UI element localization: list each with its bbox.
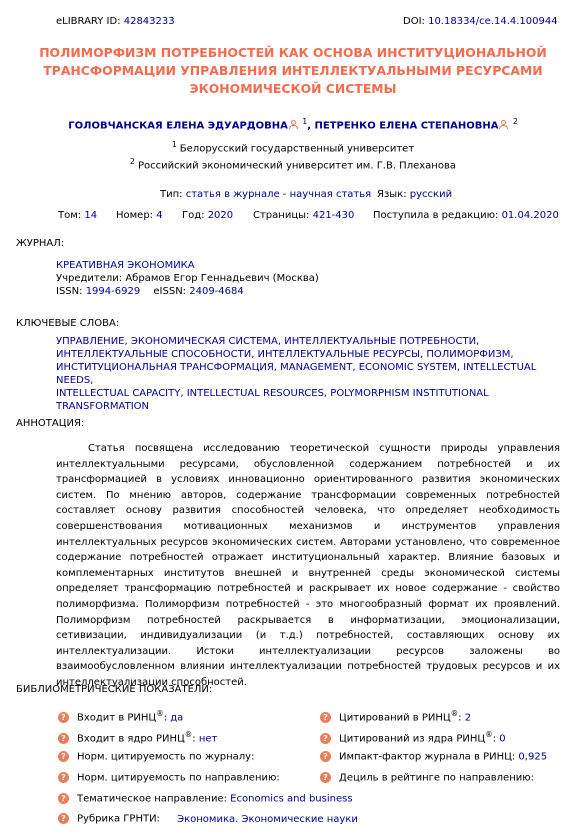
bm-value: 0,925 [518, 751, 548, 763]
number-link[interactable]: 4 [156, 210, 163, 221]
person-icon[interactable] [289, 120, 299, 129]
thematic-direction [58, 793, 353, 805]
bm-label: Норм. цитируемость по направлению: [77, 772, 280, 784]
bibliometric-item [320, 751, 547, 763]
keywords-section-label: КЛЮЧЕВЫЕ СЛОВА: [16, 318, 120, 329]
question-icon[interactable]: ? [58, 793, 69, 804]
keywords-list [56, 335, 566, 413]
question-icon[interactable]: ? [58, 733, 69, 744]
question-icon[interactable]: ? [58, 772, 69, 783]
question-icon[interactable]: ? [58, 751, 69, 762]
bibliometric-item [320, 772, 534, 784]
bm-label: Норм. цитируемость по журналу: [77, 751, 255, 763]
bm-label: Дециль в рейтинге по направлению: [339, 772, 535, 784]
affiliation-name: Российский экономический университет им. Г.В. Плеханова [137, 160, 456, 172]
journal-section-label: ЖУРНАЛ: [16, 238, 65, 249]
affiliation [0, 140, 586, 154]
bm-value: да [170, 712, 184, 724]
article-language [377, 189, 452, 200]
abstract-section-label: АННОТАЦИЯ: [16, 418, 85, 429]
eissn-value: 2409-4684 [189, 286, 244, 297]
author-affil-number: 2 [512, 117, 518, 126]
journal-name-link[interactable]: КРЕАТИВНАЯ ЭКОНОМИКА [56, 260, 195, 271]
bibliometric-item [58, 730, 217, 744]
article-title: ПОЛИМОРФИЗМ ПОТРЕБНОСТЕЙ КАК ОСНОВА ИНСТИТУЦИОНАЛЬНОЙ ТРАНСФОРМАЦИИ УПРАВЛЕНИЯ ИНТЕЛЛЕКТУАЛЬНЫМИ РЕСУРСАМИ ЭКОНОМИЧЕСКОЙ СИСТЕМЫ [39, 45, 547, 96]
keyword-line[interactable]: УПРАВЛЕНИЕ, ЭКОНОМИЧЕСКАЯ СИСТЕМА, ИНТЕЛЛЕКТУАЛЬНЫЕ ПОТРЕБНОСТИ, [56, 336, 480, 347]
bm-sep: : [492, 733, 500, 745]
registered-mark: ® [184, 730, 193, 739]
received-date [373, 210, 559, 221]
keyword-line[interactable]: ИНТЕЛЛЕКТУАЛЬНЫЕ СПОСОБНОСТИ, ИНТЕЛЛЕКТУАЛЬНЫЕ РЕСУРСЫ, ПОЛИМОРФИЗМ, [56, 349, 514, 360]
authors-line [0, 117, 586, 131]
founders-label: Учредители: [56, 273, 123, 284]
question-icon[interactable]: ? [320, 751, 331, 762]
keyword-line[interactable]: TRANSFORMATION [56, 401, 149, 412]
bm-value: 0 [499, 733, 506, 745]
grnti-link[interactable]: Экономика. Экономические науки [177, 813, 358, 825]
affiliation [0, 157, 586, 171]
bibliometric-item [58, 751, 254, 763]
thematic-label: Тематическое направление: [77, 793, 227, 805]
question-icon[interactable]: ? [320, 712, 331, 723]
registered-mark: ® [156, 709, 164, 718]
eissn-label: eISSN: [153, 286, 187, 297]
article-type [160, 189, 371, 200]
language-value: русский [409, 189, 453, 200]
thematic-link[interactable]: Economics and business [230, 793, 353, 805]
language-label: Язык: [377, 189, 407, 200]
question-icon[interactable]: ? [320, 733, 331, 744]
bm-sep: : [192, 733, 199, 745]
registered-mark: ® [485, 730, 493, 739]
pages [253, 210, 354, 221]
elibrary-id [56, 16, 175, 27]
type-label: Тип: [160, 189, 183, 200]
issn-label: ISSN: [56, 286, 83, 297]
bm-value-link[interactable]: 2 [464, 712, 472, 724]
elibrary-id-value: 42843233 [123, 16, 175, 27]
number-label: Номер: [116, 210, 154, 221]
received-value: 01.04.2020 [501, 210, 559, 221]
affiliation-number: 2 [130, 157, 135, 166]
bm-label: Цитирований в РИНЦ [339, 712, 451, 724]
bibliometric-item [320, 709, 471, 723]
author-affil-number: 1 [302, 117, 308, 126]
person-icon[interactable] [499, 120, 509, 129]
question-icon[interactable]: ? [58, 813, 69, 824]
author-link[interactable]: ПЕТРЕНКО ЕЛЕНА СТЕПАНОВНА [314, 120, 499, 132]
affiliation-number: 1 [171, 140, 177, 149]
affiliation-name: Белорусский государственный университет [179, 143, 415, 155]
volume-label: Том: [58, 210, 82, 221]
type-value: статья в журнале - научная статья [185, 189, 372, 200]
abstract-text: Статья посвящена исследованию теоретической сущности природы управления интеллектуальными ресурсами, обусловленной содержанием потребностей и их трансформацией в условиях инновационно ориентированного развития экономических систем. По мнению авторов, содержание трансформации современных потребностей составляет основу развития способностей человека, что определяет необходимость совершенствования мотивационных механизмов и инструментов управления интеллектуальных ресурсов экономических систем. Авторами установлено, что современное содержание потребностей отражает институциональный характер. Влияние базовых и комплементарных институтов внешней и внутренней среды экономической системы определяет трансформацию потребностей и раскрывает их новое содержание - свойство полиморфизма. Полиморфизм потребностей - это многообразный формат их проявлений. Полиморфизм потребностей раскрывается в информатизации, эмоционализации, сетивизации, индивидуализации (и т.д.) потребностей, составляющих основу их интеллектуализации. Истоки интеллектуализации ресурсов заложены во взаимообусловленном влиянии интеллектуализации потребностей трудовых ресурсов и их интеллектуализации способностей. [56, 443, 560, 688]
grnti-rubric [58, 813, 358, 825]
question-icon[interactable]: ? [58, 712, 69, 723]
bm-label: Входит в ядро РИНЦ [77, 733, 185, 745]
keyword-line[interactable]: INTELLECTUAL CAPACITY, INTELLECTUAL RESOURCES, POLYMORPHISM INSTITUTIONAL [56, 388, 489, 399]
year-value: 2020 [207, 210, 234, 221]
doi [403, 16, 558, 27]
pages-label: Страницы: [253, 210, 310, 221]
journal-issn [56, 286, 244, 297]
year [182, 210, 233, 221]
doi-label: DOI: [403, 16, 425, 27]
bm-label: Входит в РИНЦ [77, 712, 157, 724]
bm-label: Цитирований из ядра РИНЦ [339, 733, 486, 745]
author-link[interactable]: ГОЛОВЧАНСКАЯ ЕЛЕНА ЭДУАРДОВНА [68, 120, 288, 132]
bibliometric-item [58, 709, 183, 723]
issn-value: 1994-6929 [85, 286, 141, 297]
bm-value: нет [198, 733, 218, 745]
keyword-line[interactable]: ИНСТИТУЦИОНАЛЬНАЯ ТРАНСФОРМАЦИЯ, MANAGEMENT, ECONOMIC SYSTEM, INTELLECTUAL NEEDS, [56, 362, 537, 386]
year-label: Год: [182, 210, 205, 221]
elibrary-id-label: eLIBRARY ID: [56, 16, 121, 27]
doi-link[interactable]: 10.18334/ce.14.4.100944 [428, 16, 558, 27]
bibliometric-item [320, 730, 506, 744]
pages-value: 421-430 [312, 210, 355, 221]
volume-value: 14 [84, 210, 98, 221]
question-icon[interactable]: ? [320, 772, 331, 783]
bm-sep: : [163, 712, 171, 724]
registered-mark: ® [450, 709, 459, 718]
issue-number [116, 210, 163, 221]
founders-value: Абрамов Егор Геннадьевич (Москва) [125, 273, 319, 284]
volume [58, 210, 97, 221]
author-separator: , [307, 120, 311, 132]
journal-founders [56, 273, 319, 284]
received-label: Поступила в редакцию: [373, 210, 499, 221]
bm-sep: : [458, 712, 465, 724]
bibliometric-item [58, 772, 280, 784]
bm-label: Импакт-фактор журнала в РИНЦ: [339, 751, 516, 763]
grnti-label: Рубрика ГРНТИ: [77, 813, 160, 825]
bibliometrics-section-label: БИБЛИОМЕТРИЧЕСКИЕ ПОКАЗАТЕЛИ: [16, 684, 213, 695]
